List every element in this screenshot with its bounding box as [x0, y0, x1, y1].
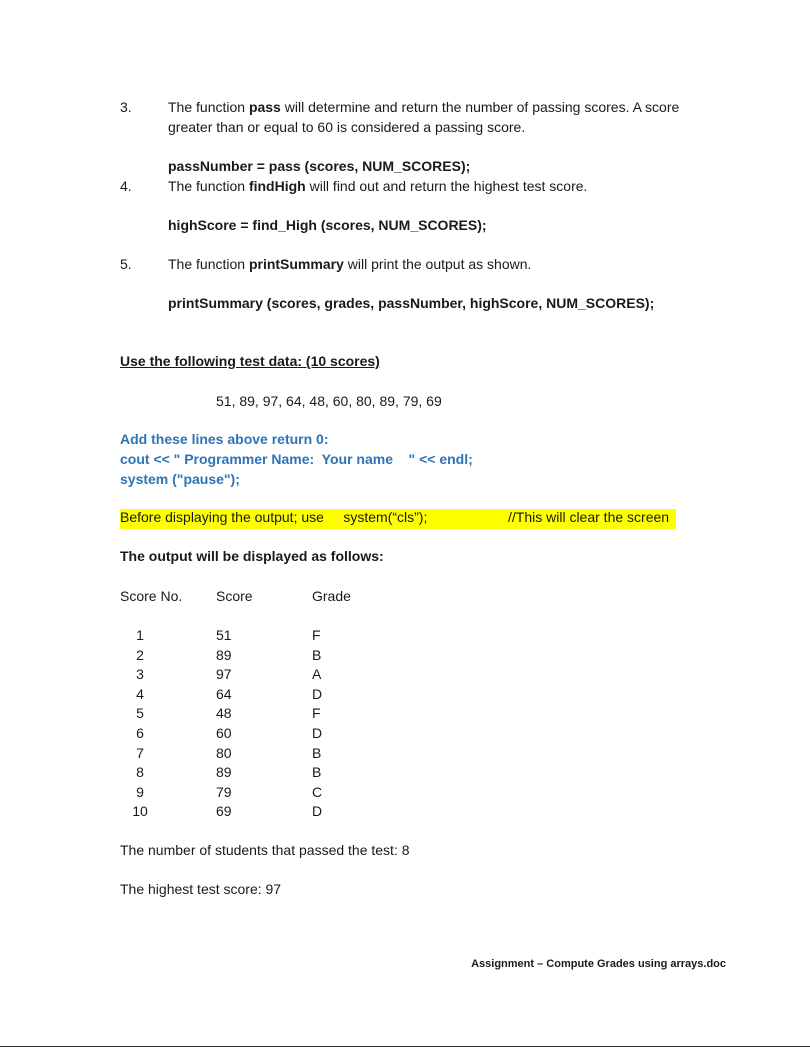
- document-footer: Assignment – Compute Grades using arrays.doc: [471, 958, 726, 970]
- score-no-cell: 9: [136, 784, 144, 800]
- score-cell: 60: [216, 725, 232, 741]
- table-header-score: Score: [216, 588, 253, 604]
- grade-cell: B: [312, 647, 322, 663]
- item-number: 3.: [120, 99, 132, 115]
- code-line: passNumber = pass (scores, NUM_SCORES);: [168, 158, 471, 174]
- grade-cell: F: [312, 705, 321, 721]
- test-data-values: 51, 89, 97, 64, 48, 60, 80, 89, 79, 69: [216, 393, 442, 409]
- grade-cell: C: [312, 784, 323, 800]
- score-cell: 89: [216, 647, 232, 663]
- add-lines-code-1: cout << " Programmer Name: Your name " << endl;: [120, 451, 473, 467]
- grade-cell: B: [312, 745, 322, 761]
- score-cell: 48: [216, 705, 232, 721]
- item-number: 4.: [120, 178, 132, 194]
- item-description-cont: greater than or equal to 60 is considered a passing score.: [168, 119, 526, 135]
- code-line: highScore = find_High (scores, NUM_SCORES);: [168, 217, 487, 233]
- score-cell: 79: [216, 784, 232, 800]
- score-no-cell: 8: [136, 764, 144, 780]
- score-cell: 69: [216, 803, 232, 819]
- highest-score-line: The highest test score: 97: [120, 881, 282, 897]
- grade-cell: F: [312, 627, 321, 643]
- table-header-score-no: Score No.: [120, 588, 183, 604]
- function-name: findHigh: [248, 178, 306, 194]
- score-cell: 51: [216, 627, 232, 643]
- highlighted-instruction: [120, 509, 676, 529]
- score-cell: 80: [216, 745, 232, 761]
- score-no-cell: 4: [136, 686, 144, 702]
- score-no-cell: 10: [132, 803, 148, 819]
- score-no-cell: 3: [136, 666, 144, 682]
- highlight-part-2: //This will clear the screen: [508, 509, 670, 525]
- add-lines-heading: Add these lines above return 0:: [120, 431, 329, 447]
- grade-cell: D: [312, 725, 323, 741]
- output-heading: The output will be displayed as follows:: [120, 548, 384, 564]
- score-no-cell: 7: [136, 745, 144, 761]
- test-data-heading: Use the following test data: (10 scores): [120, 353, 380, 369]
- item-description: The function printSummary will print the output as shown.: [168, 256, 532, 272]
- score-cell: 64: [216, 686, 232, 702]
- score-no-cell: 6: [136, 725, 144, 741]
- table-header-grade: Grade: [312, 588, 351, 604]
- score-no-cell: 2: [136, 647, 144, 663]
- item-number: 5.: [120, 256, 132, 272]
- grade-cell: A: [312, 666, 322, 682]
- item-description: The function pass will determine and return the number of passing scores. A score: [168, 99, 680, 115]
- score-no-cell: 1: [136, 627, 144, 643]
- function-name: pass: [248, 99, 281, 115]
- function-name: printSummary: [248, 256, 344, 272]
- highlight-part-1: Before displaying the output; use system(“cls”);: [120, 509, 428, 525]
- code-line: printSummary (scores, grades, passNumber, highScore, NUM_SCORES);: [168, 295, 655, 311]
- grade-cell: D: [312, 686, 323, 702]
- score-no-cell: 5: [136, 705, 144, 721]
- score-cell: 89: [216, 764, 232, 780]
- grade-cell: D: [312, 803, 323, 819]
- add-lines-code-2: system ("pause");: [120, 471, 240, 487]
- grade-cell: B: [312, 764, 322, 780]
- bottom-rule: [0, 1046, 810, 1047]
- passed-count-line: The number of students that passed the test: 8: [120, 842, 410, 858]
- score-cell: 97: [216, 666, 232, 682]
- item-description: The function findHigh will find out and return the highest test score.: [168, 178, 588, 194]
